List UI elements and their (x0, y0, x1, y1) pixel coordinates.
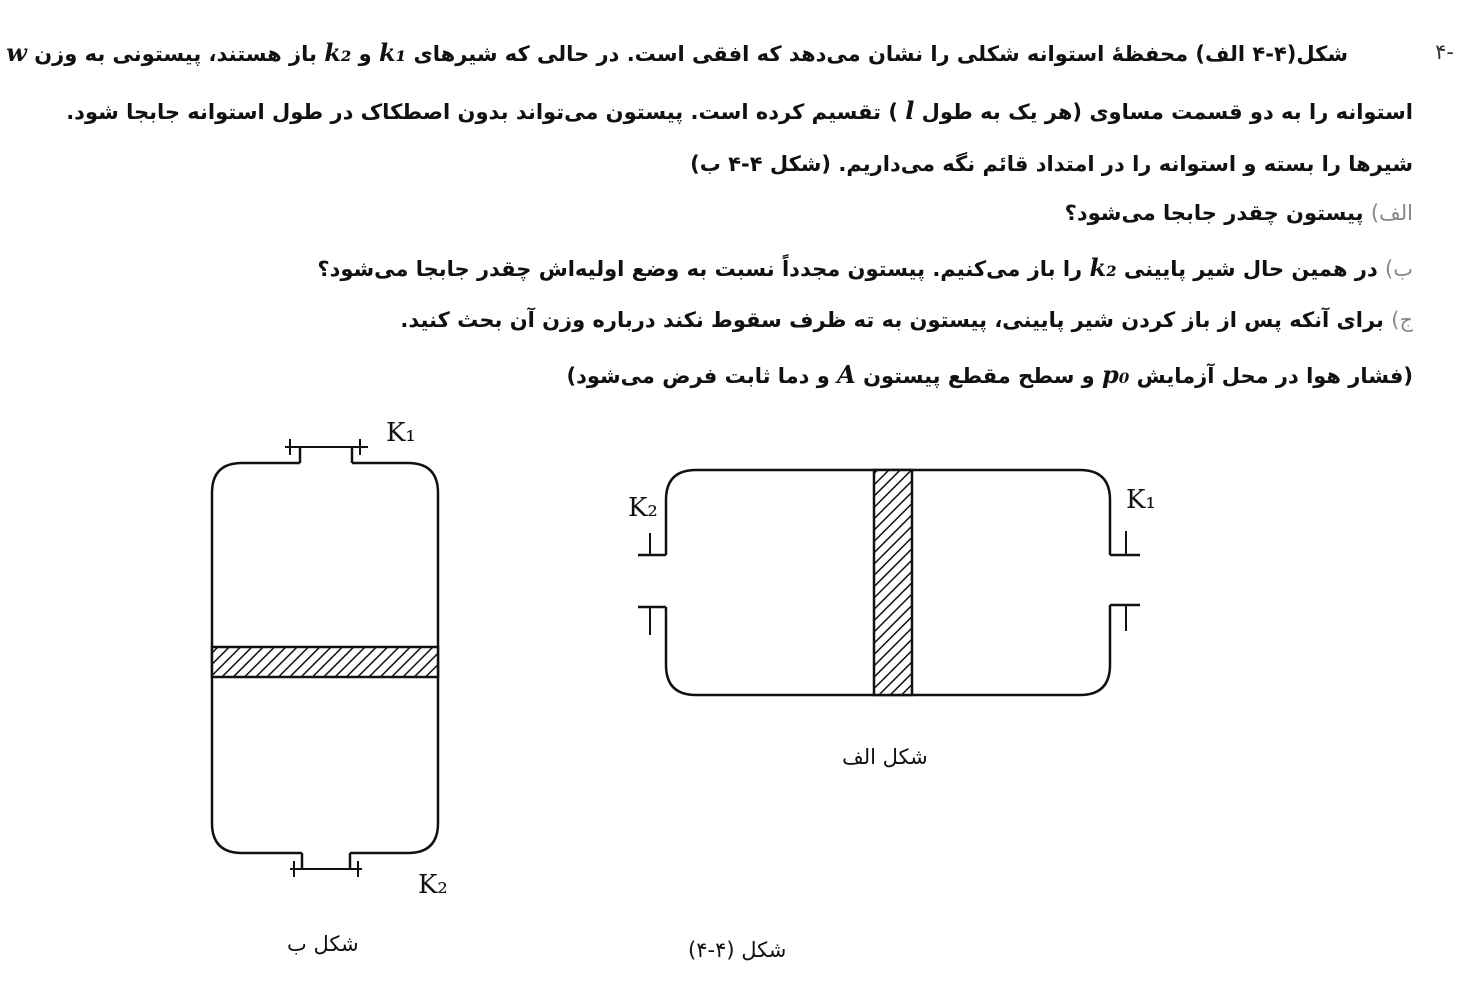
figure-b-valve-bottom (290, 853, 362, 877)
figure-a-valve-right (1110, 531, 1140, 631)
figure-b-label-k2: K₂ (418, 870, 448, 900)
figure-a-caption: شکل الف (842, 745, 928, 769)
question-number: -۴ (1435, 40, 1454, 64)
question-line-2: استوانه را به دو قسمت مساوی (هر یک به طول l ) تقسیم کرده است. پیستون می‌تواند بدون اصطکاک در طول استوانه جابجا شود. (66, 96, 1413, 125)
question-part-c: ج) برای آنکه پس از باز کردن شیر پایینی، پیستون به ته ظرف سقوط نکند درباره وزن آن بحث کنید. (400, 308, 1413, 332)
question-part-a: الف) پیستون چقدر جابجا می‌شود؟ (1064, 201, 1413, 225)
figure-b-vertical-cylinder (190, 425, 490, 885)
question-line-1: شکل(۴-۴ الف) محفظهٔ استوانه شکلی را نشان می‌دهد که افقی است. در حالی که شیرهای k₁ و k₂ باز هستند، پیستونی به وزن w (6, 38, 1348, 67)
figure-a-valve-left (638, 533, 666, 635)
figure-b-caption: شکل ب (287, 932, 359, 956)
question-note: (فشار هوا در محل آزمایش p₀ و سطح مقطع پیستون A و دما ثابت فرض می‌شود) (566, 360, 1413, 389)
figure-b-label-k1: K₁ (386, 418, 416, 448)
figure-caption: شکل (۴-۴) (688, 938, 787, 962)
figure-b-piston (212, 647, 438, 677)
figure-a-horizontal-cylinder (620, 455, 1160, 715)
question-part-b: ب) در همین حال شیر پایینی k₂ را باز می‌کنیم. پیستون مجدداً نسبت به وضع اولیه‌اش چقدر جابجا می‌شود؟ (317, 253, 1413, 282)
figure-b-valve-top (285, 439, 368, 463)
question-line-3: شیرها را بسته و استوانه را در امتداد قائم نگه می‌داریم. (شکل ۴-۴ ب) (690, 152, 1413, 176)
figure-a-label-k2: K₂ (628, 493, 658, 523)
figure-a-piston (874, 470, 912, 695)
figure-a-label-k1: K₁ (1126, 485, 1156, 515)
